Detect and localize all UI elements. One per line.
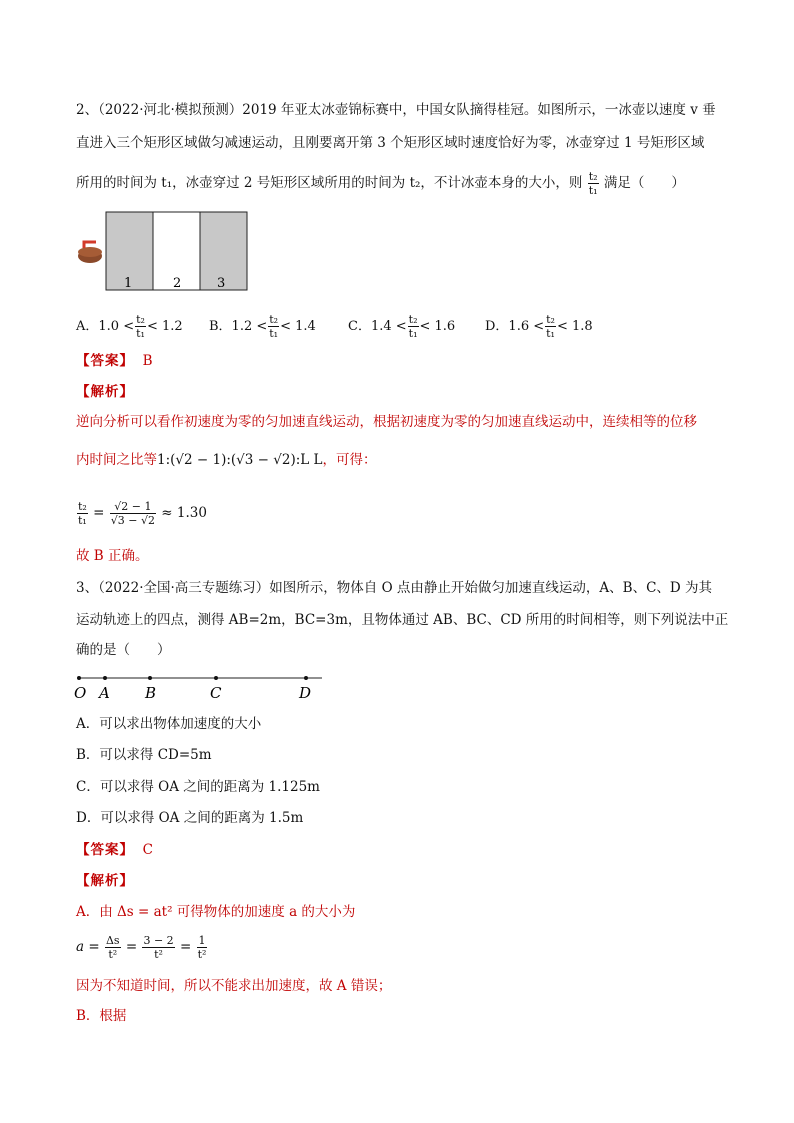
point-b-dot: [148, 676, 152, 680]
q2-ratio-fraction: $\frac{\text{t₂}}{\text{t₁}}$: [588, 170, 598, 197]
q3-option-b[interactable]: B．可以求得 CD=5m: [76, 747, 212, 763]
q3-answer: 【答案】 C: [76, 842, 153, 858]
track-figure: [70, 668, 330, 704]
point-d-label: D: [299, 684, 312, 702]
q3-analysis-tag: 【解析】: [76, 873, 134, 889]
q2-line-3-text: 所用的时间为 t₁，冰壶穿过 2 号矩形区域所用的时间为 t₂，不计冰壶本身的大小，则: [76, 175, 583, 191]
q3-solution-c: B．根据: [76, 1008, 127, 1024]
q3-option-d[interactable]: D．可以求得 OA 之间的距离为 1.5m: [76, 810, 304, 826]
q2-analysis-1: 逆向分析可以看作初速度为零的匀加速直线运动，根据初速度为零的匀加速直线运动中，连续相等的位移: [76, 414, 697, 430]
q2-line-3-tail: 满足（ ）: [603, 175, 685, 191]
point-o-label: O: [74, 684, 87, 702]
q2-option-d[interactable]: D．1.6 < $\frac{\text{t₂}}{\text{t₁}}$ < 1.8: [485, 313, 593, 340]
q2-answer: 【答案】 B: [76, 353, 153, 369]
q3-line-3: 确的是（ ）: [76, 642, 171, 658]
point-d-dot: [304, 676, 308, 680]
q2-option-a[interactable]: A．1.0 < $\frac{\text{t₂}}{\text{t₁}}$ < 1.2: [76, 313, 183, 340]
point-a-dot: [103, 676, 107, 680]
q3-equation: a = $\frac{\Delta s}{\text{t²}}$ = $\frac{3 - 2}{\text{t²}}$ = $\frac{1}{\text{t²}}$: [76, 934, 207, 961]
zone-2-label: 2: [173, 276, 182, 291]
q2-option-b[interactable]: B．1.2 < $\frac{\text{t₂}}{\text{t₁}}$ < 1.4: [209, 313, 316, 340]
q3-option-c[interactable]: C．可以求得 OA 之间的距离为 1.125m: [76, 779, 320, 795]
q2-line-3: [76, 170, 685, 197]
q3-solution-a: A．由 Δs = at² 可得物体的加速度 a 的大小为: [76, 904, 356, 920]
q3-line-1: 3、（2022·全国·高三专题练习）如图所示，物体自 O 点由静止开始做匀加速直线运动，A、B、C、D 为其: [76, 580, 713, 596]
point-c-label: C: [210, 684, 222, 702]
point-b-label: B: [145, 684, 157, 702]
q3-line-2: 运动轨迹上的四点，测得 AB=2m，BC=3m，且物体通过 AB、BC、CD 所用的时间相等，则下列说法中正: [76, 612, 729, 628]
q3-option-a[interactable]: A．可以求出物体加速度的大小: [76, 716, 262, 732]
curling-stone-icon: [78, 242, 102, 263]
q2-conclusion: 故 B 正确。: [76, 548, 149, 564]
zone-3-label: 3: [217, 276, 226, 291]
q3-solution-b: 因为不知道时间，所以不能求出加速度，故 A 错误；: [76, 978, 392, 994]
q2-equation: $\frac{\text{t₂}}{\text{t₁}}$ = $\frac{√2 - 1}{√3 - √2}$ ≈ 1.30: [78, 500, 207, 527]
point-a-label: A: [99, 684, 110, 702]
zone-1-label: 1: [124, 276, 133, 291]
q2-analysis-tag: 【解析】: [76, 384, 134, 400]
q2-line-1: 2、（2022·河北·模拟预测）2019 年亚太冰壶锦标赛中，中国女队摘得桂冠。如图所示，一冰壶以速度 v 垂: [76, 102, 716, 118]
point-c-dot: [214, 676, 218, 680]
point-o-dot: [77, 676, 81, 680]
q2-line-2: 直进入三个矩形区域做匀减速运动，且刚要离开第 3 个矩形区域时速度恰好为零，冰壶穿过 1 号矩形区域: [76, 135, 705, 151]
q2-option-c[interactable]: C．1.4 < $\frac{\text{t₂}}{\text{t₁}}$ < 1.6: [348, 313, 456, 340]
q2-analysis-2: 内时间之比等1:(√2 − 1):(√3 − √2):L L，可得：: [76, 452, 377, 468]
curling-figure: [74, 208, 254, 292]
